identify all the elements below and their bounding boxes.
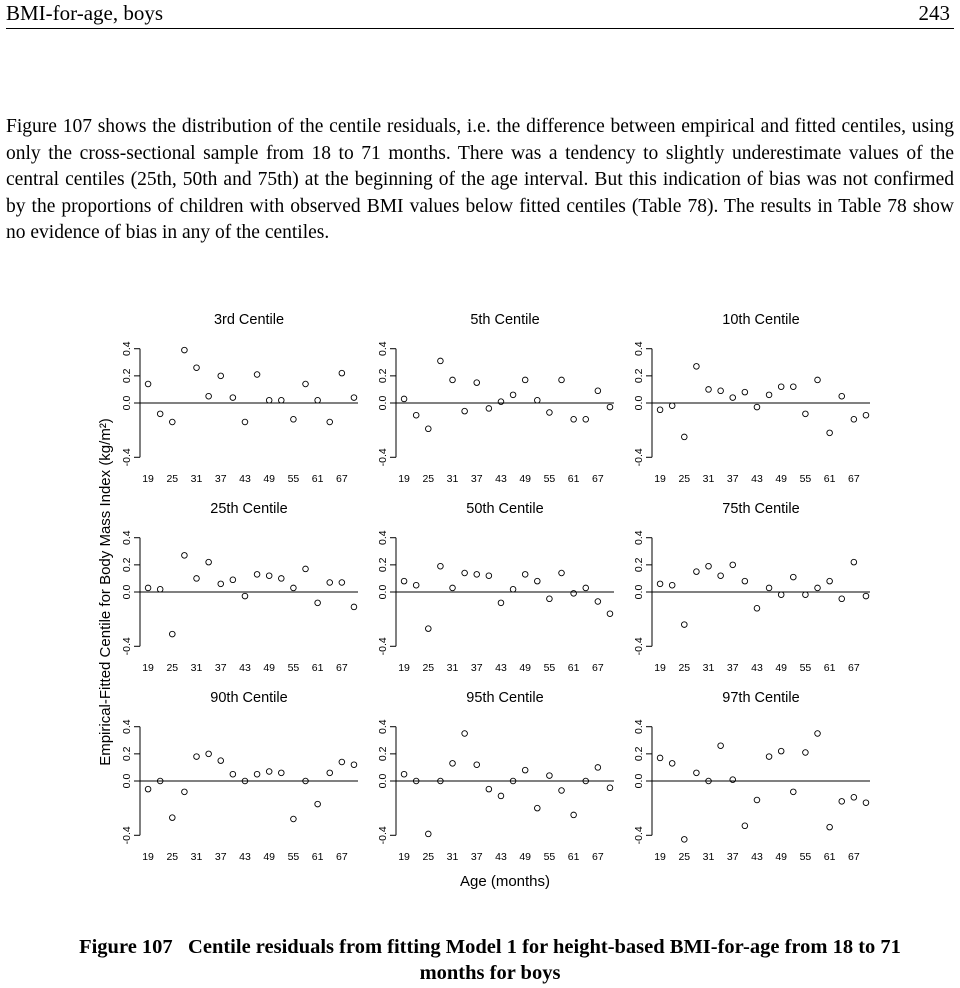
data-point-95th-centile xyxy=(462,731,468,737)
data-point-97th-centile xyxy=(718,743,724,749)
data-point-75th-centile xyxy=(851,559,857,565)
x-tick-label-95th-centile: 67 xyxy=(592,851,604,863)
y-tick-label-10th-centile: -0.4 xyxy=(633,448,645,467)
data-point-75th-centile xyxy=(790,574,796,580)
body-paragraph: Figure 107 shows the distribution of the centile residuals, i.e. the difference between empirical and fitted centiles, using only the cross-sectional sample from 18 to 71 months. There was a tendency to slightly underestimate values of the central centiles (25th, 50th and 75th) at the beginning of the age interval. But this indication of bias was not confirmed by the proportions of children with observed BMI values below fitted centiles (Table 78). The results in Table 78 show no evidence of bias in any of the centiles. xyxy=(6,116,954,244)
data-point-25th-centile xyxy=(194,576,200,582)
x-tick-label-25th-centile: 37 xyxy=(214,662,227,674)
x-tick-label-90th-centile: 19 xyxy=(142,851,154,863)
data-point-25th-centile xyxy=(145,585,151,591)
data-point-75th-centile xyxy=(742,578,748,584)
y-tick-label-3rd-centile: 0.0 xyxy=(121,395,133,411)
y-tick-label-90th-centile: -0.4 xyxy=(121,826,133,845)
x-tick-label-50th-centile: 25 xyxy=(422,662,435,674)
data-point-75th-centile xyxy=(657,581,663,587)
y-tick-label-5th-centile: -0.4 xyxy=(377,448,389,467)
x-tick-label-3rd-centile: 31 xyxy=(190,473,203,485)
data-point-75th-centile xyxy=(669,582,675,588)
data-point-50th-centile xyxy=(498,600,504,606)
data-point-95th-centile xyxy=(559,788,565,794)
x-tick-label-25th-centile: 19 xyxy=(142,662,154,674)
data-point-25th-centile xyxy=(169,631,175,637)
data-point-50th-centile xyxy=(522,572,528,578)
data-point-97th-centile xyxy=(815,731,821,737)
x-tick-label-5th-centile: 49 xyxy=(519,473,532,485)
y-tick-label-3rd-centile: 0.4 xyxy=(121,341,133,357)
x-tick-label-75th-centile: 31 xyxy=(702,662,715,674)
data-point-3rd-centile xyxy=(291,416,297,422)
data-point-50th-centile xyxy=(559,570,565,576)
x-tick-label-5th-centile: 55 xyxy=(543,473,556,485)
x-tick-label-50th-centile: 43 xyxy=(495,662,507,674)
panel-title-95th-centile: 95th Centile xyxy=(466,690,544,706)
data-point-75th-centile xyxy=(766,585,772,591)
x-tick-label-25th-centile: 43 xyxy=(239,662,251,674)
x-tick-label-90th-centile: 43 xyxy=(239,851,251,863)
x-tick-label-95th-centile: 37 xyxy=(470,851,483,863)
x-tick-label-5th-centile: 31 xyxy=(446,473,459,485)
data-point-5th-centile xyxy=(425,426,431,432)
panel-title-5th-centile: 5th Centile xyxy=(470,312,540,328)
x-tick-label-90th-centile: 61 xyxy=(311,851,324,863)
y-tick-label-75th-centile: 0.0 xyxy=(633,584,645,600)
data-point-3rd-centile xyxy=(169,419,175,425)
x-tick-label-10th-centile: 25 xyxy=(678,473,691,485)
data-point-95th-centile xyxy=(474,762,480,768)
y-axis-title: Empirical-Fitted Centile for Body Mass Index (kg/m²) xyxy=(97,418,114,766)
data-point-3rd-centile xyxy=(254,372,260,378)
data-point-3rd-centile xyxy=(206,393,212,399)
x-tick-label-3rd-centile: 19 xyxy=(142,473,154,485)
x-axis-title: Age (months) xyxy=(459,873,551,890)
data-point-10th-centile xyxy=(694,364,700,370)
panel-title-90th-centile: 90th Centile xyxy=(210,690,288,706)
x-tick-label-10th-centile: 19 xyxy=(654,473,666,485)
data-point-10th-centile xyxy=(669,403,675,409)
y-tick-label-50th-centile: 0.0 xyxy=(377,584,389,600)
x-tick-label-97th-centile: 43 xyxy=(751,851,763,863)
data-point-10th-centile xyxy=(839,393,845,399)
y-tick-label-10th-centile: 0.4 xyxy=(633,341,645,357)
x-tick-label-95th-centile: 55 xyxy=(543,851,556,863)
data-point-3rd-centile xyxy=(157,411,163,417)
data-point-95th-centile xyxy=(571,812,577,818)
x-tick-label-97th-centile: 25 xyxy=(678,851,691,863)
x-tick-label-25th-centile: 61 xyxy=(311,662,324,674)
data-point-5th-centile xyxy=(401,396,407,402)
x-tick-label-97th-centile: 55 xyxy=(799,851,812,863)
data-point-3rd-centile xyxy=(218,373,224,379)
x-tick-label-25th-centile: 31 xyxy=(190,662,203,674)
x-tick-label-3rd-centile: 55 xyxy=(287,473,300,485)
data-point-97th-centile xyxy=(863,800,869,806)
x-tick-label-90th-centile: 31 xyxy=(190,851,203,863)
data-point-50th-centile xyxy=(583,585,589,591)
x-tick-label-3rd-centile: 61 xyxy=(311,473,324,485)
y-tick-label-25th-centile: 0.0 xyxy=(121,584,133,600)
data-point-25th-centile xyxy=(254,572,260,578)
x-tick-label-25th-centile: 67 xyxy=(336,662,348,674)
data-point-97th-centile xyxy=(681,837,687,843)
panel-title-25th-centile: 25th Centile xyxy=(210,501,288,517)
x-tick-label-3rd-centile: 67 xyxy=(336,473,348,485)
data-point-10th-centile xyxy=(851,416,857,422)
x-tick-label-10th-centile: 67 xyxy=(848,473,860,485)
data-point-95th-centile xyxy=(522,767,528,773)
data-point-50th-centile xyxy=(438,563,444,569)
data-point-25th-centile xyxy=(327,580,333,586)
data-point-10th-centile xyxy=(827,430,833,436)
data-point-5th-centile xyxy=(438,358,444,364)
data-point-95th-centile xyxy=(450,761,456,767)
x-tick-label-50th-centile: 49 xyxy=(519,662,532,674)
data-point-97th-centile xyxy=(790,789,796,795)
x-tick-label-10th-centile: 49 xyxy=(775,473,788,485)
x-tick-label-50th-centile: 61 xyxy=(567,662,580,674)
x-tick-label-25th-centile: 25 xyxy=(166,662,179,674)
y-tick-label-90th-centile: 0.0 xyxy=(121,773,133,789)
data-point-5th-centile xyxy=(607,404,613,410)
data-point-75th-centile xyxy=(863,593,869,599)
data-point-90th-centile xyxy=(218,758,224,764)
y-tick-label-25th-centile: -0.4 xyxy=(121,637,133,656)
data-point-5th-centile xyxy=(498,399,504,405)
x-tick-label-50th-centile: 31 xyxy=(446,662,459,674)
x-tick-label-3rd-centile: 37 xyxy=(214,473,227,485)
y-tick-label-3rd-centile: -0.4 xyxy=(121,448,133,467)
data-point-75th-centile xyxy=(681,622,687,628)
panel-title-50th-centile: 50th Centile xyxy=(466,501,544,517)
data-point-5th-centile xyxy=(522,377,528,383)
data-point-10th-centile xyxy=(754,404,760,410)
x-tick-label-10th-centile: 43 xyxy=(751,473,763,485)
x-tick-label-75th-centile: 25 xyxy=(678,662,691,674)
data-point-5th-centile xyxy=(534,397,540,403)
data-point-90th-centile xyxy=(327,770,333,776)
x-tick-label-97th-centile: 19 xyxy=(654,851,666,863)
data-point-10th-centile xyxy=(730,395,736,401)
data-point-90th-centile xyxy=(339,759,345,765)
data-point-95th-centile xyxy=(547,773,553,779)
x-tick-label-10th-centile: 61 xyxy=(823,473,836,485)
data-point-75th-centile xyxy=(803,592,809,598)
x-tick-label-10th-centile: 37 xyxy=(726,473,739,485)
y-tick-label-97th-centile: 0.0 xyxy=(633,773,645,789)
data-point-25th-centile xyxy=(266,573,272,579)
data-point-75th-centile xyxy=(718,573,724,579)
data-point-5th-centile xyxy=(450,377,456,383)
data-point-97th-centile xyxy=(754,797,760,803)
x-tick-label-97th-centile: 61 xyxy=(823,851,836,863)
data-point-50th-centile xyxy=(486,573,492,579)
data-point-3rd-centile xyxy=(351,395,357,401)
x-tick-label-50th-centile: 19 xyxy=(398,662,410,674)
x-tick-label-75th-centile: 37 xyxy=(726,662,739,674)
x-tick-label-3rd-centile: 49 xyxy=(263,473,276,485)
y-tick-label-50th-centile: 0.2 xyxy=(377,557,389,573)
x-tick-label-5th-centile: 43 xyxy=(495,473,507,485)
data-point-3rd-centile xyxy=(194,365,200,371)
data-point-90th-centile xyxy=(169,815,175,821)
x-tick-label-3rd-centile: 25 xyxy=(166,473,179,485)
y-tick-label-10th-centile: 0.2 xyxy=(633,368,645,384)
data-point-95th-centile xyxy=(607,785,613,791)
data-point-10th-centile xyxy=(778,384,784,390)
x-tick-label-5th-centile: 61 xyxy=(567,473,580,485)
data-point-3rd-centile xyxy=(339,370,345,376)
x-tick-label-75th-centile: 55 xyxy=(799,662,812,674)
data-point-5th-centile xyxy=(583,416,589,422)
data-point-25th-centile xyxy=(339,580,345,586)
data-point-95th-centile xyxy=(425,831,431,837)
figure-107 xyxy=(0,300,960,910)
y-tick-label-95th-centile: 0.4 xyxy=(377,719,389,735)
y-tick-label-50th-centile: -0.4 xyxy=(377,637,389,656)
caption-label: Figure 107 xyxy=(79,936,173,958)
data-point-25th-centile xyxy=(206,559,212,565)
x-tick-label-95th-centile: 61 xyxy=(567,851,580,863)
residual-scatter-grid xyxy=(0,300,960,910)
x-tick-label-5th-centile: 37 xyxy=(470,473,483,485)
panel-title-97th-centile: 97th Centile xyxy=(722,690,800,706)
y-tick-label-95th-centile: -0.4 xyxy=(377,826,389,845)
data-point-90th-centile xyxy=(230,771,236,777)
data-point-25th-centile xyxy=(157,586,163,592)
data-point-3rd-centile xyxy=(303,381,309,387)
data-point-10th-centile xyxy=(706,387,712,393)
x-tick-label-90th-centile: 49 xyxy=(263,851,276,863)
data-point-90th-centile xyxy=(278,770,284,776)
data-point-50th-centile xyxy=(450,585,456,591)
y-tick-label-97th-centile: -0.4 xyxy=(633,826,645,845)
y-tick-label-10th-centile: 0.0 xyxy=(633,395,645,411)
y-tick-label-97th-centile: 0.2 xyxy=(633,746,645,762)
data-point-97th-centile xyxy=(730,777,736,783)
data-point-75th-centile xyxy=(815,585,821,591)
data-point-10th-centile xyxy=(863,412,869,418)
data-point-95th-centile xyxy=(486,786,492,792)
data-point-10th-centile xyxy=(681,434,687,440)
x-tick-label-95th-centile: 31 xyxy=(446,851,459,863)
y-tick-label-97th-centile: 0.4 xyxy=(633,719,645,735)
data-point-97th-centile xyxy=(766,754,772,760)
data-point-5th-centile xyxy=(595,388,601,394)
data-point-95th-centile xyxy=(595,765,601,771)
data-point-3rd-centile xyxy=(327,419,333,425)
data-point-90th-centile xyxy=(351,762,357,768)
x-tick-label-95th-centile: 19 xyxy=(398,851,410,863)
data-point-75th-centile xyxy=(706,563,712,569)
data-point-25th-centile xyxy=(291,585,297,591)
y-tick-label-75th-centile: -0.4 xyxy=(633,637,645,656)
data-point-90th-centile xyxy=(291,816,297,822)
data-point-97th-centile xyxy=(851,794,857,800)
data-point-10th-centile xyxy=(790,384,796,390)
data-point-90th-centile xyxy=(145,786,151,792)
data-point-95th-centile xyxy=(534,805,540,811)
data-point-97th-centile xyxy=(742,823,748,829)
x-tick-label-95th-centile: 25 xyxy=(422,851,435,863)
data-point-5th-centile xyxy=(462,408,468,414)
data-point-5th-centile xyxy=(486,406,492,412)
data-point-3rd-centile xyxy=(145,381,151,387)
data-point-25th-centile xyxy=(315,600,321,606)
x-tick-label-50th-centile: 55 xyxy=(543,662,556,674)
data-point-50th-centile xyxy=(425,626,431,632)
data-point-25th-centile xyxy=(182,553,188,559)
x-tick-label-90th-centile: 55 xyxy=(287,851,300,863)
data-point-75th-centile xyxy=(839,596,845,602)
x-tick-label-50th-centile: 37 xyxy=(470,662,483,674)
y-tick-label-95th-centile: 0.2 xyxy=(377,746,389,762)
data-point-5th-centile xyxy=(547,410,553,416)
data-point-97th-centile xyxy=(839,799,845,805)
data-point-50th-centile xyxy=(534,578,540,584)
panel-title-75th-centile: 75th Centile xyxy=(722,501,800,517)
x-tick-label-5th-centile: 19 xyxy=(398,473,410,485)
x-tick-label-75th-centile: 49 xyxy=(775,662,788,674)
data-point-97th-centile xyxy=(657,755,663,761)
data-point-10th-centile xyxy=(742,389,748,395)
y-tick-label-75th-centile: 0.2 xyxy=(633,557,645,573)
data-point-50th-centile xyxy=(571,591,577,597)
data-point-90th-centile xyxy=(194,754,200,760)
data-point-3rd-centile xyxy=(242,419,248,425)
x-tick-label-90th-centile: 67 xyxy=(336,851,348,863)
data-point-50th-centile xyxy=(547,596,553,602)
data-point-90th-centile xyxy=(315,801,321,807)
panel-title-3rd-centile: 3rd Centile xyxy=(213,312,285,328)
data-point-97th-centile xyxy=(778,748,784,754)
data-point-97th-centile xyxy=(827,824,833,830)
data-point-75th-centile xyxy=(827,578,833,584)
data-point-3rd-centile xyxy=(278,397,284,403)
y-tick-label-5th-centile: 0.4 xyxy=(377,341,389,357)
data-point-25th-centile xyxy=(351,604,357,610)
x-tick-label-97th-centile: 31 xyxy=(702,851,715,863)
data-point-75th-centile xyxy=(754,605,760,611)
x-tick-label-5th-centile: 67 xyxy=(592,473,604,485)
running-header-title: BMI-for-age, boys xyxy=(6,1,164,25)
y-tick-label-75th-centile: 0.4 xyxy=(633,530,645,546)
data-point-90th-centile xyxy=(266,769,272,775)
data-point-95th-centile xyxy=(401,771,407,777)
data-point-10th-centile xyxy=(803,411,809,417)
data-point-97th-centile xyxy=(669,761,675,767)
x-tick-label-3rd-centile: 43 xyxy=(239,473,251,485)
x-tick-label-95th-centile: 43 xyxy=(495,851,507,863)
data-point-90th-centile xyxy=(206,751,212,757)
x-tick-label-75th-centile: 67 xyxy=(848,662,860,674)
x-tick-label-25th-centile: 49 xyxy=(263,662,276,674)
x-tick-label-75th-centile: 61 xyxy=(823,662,836,674)
data-point-50th-centile xyxy=(595,599,601,605)
y-tick-label-95th-centile: 0.0 xyxy=(377,773,389,789)
data-point-10th-centile xyxy=(815,377,821,383)
data-point-75th-centile xyxy=(778,592,784,598)
data-point-97th-centile xyxy=(803,750,809,756)
x-tick-label-90th-centile: 37 xyxy=(214,851,227,863)
x-tick-label-10th-centile: 31 xyxy=(702,473,715,485)
data-point-3rd-centile xyxy=(230,395,236,401)
page-number: 243 xyxy=(918,1,950,25)
caption-text: Centile residuals from fitting Model 1 for height-based BMI-for-age from 18 to 71 months for boys xyxy=(188,936,901,984)
y-tick-label-25th-centile: 0.2 xyxy=(121,557,133,573)
data-point-97th-centile xyxy=(694,770,700,776)
x-tick-label-97th-centile: 37 xyxy=(726,851,739,863)
y-tick-label-5th-centile: 0.0 xyxy=(377,395,389,411)
data-point-5th-centile xyxy=(559,377,565,383)
running-header xyxy=(6,0,954,29)
y-tick-label-90th-centile: 0.4 xyxy=(121,719,133,735)
x-tick-label-75th-centile: 19 xyxy=(654,662,666,674)
data-point-25th-centile xyxy=(242,593,248,599)
data-point-50th-centile xyxy=(413,582,419,588)
x-tick-label-50th-centile: 67 xyxy=(592,662,604,674)
y-tick-label-5th-centile: 0.2 xyxy=(377,368,389,384)
data-point-50th-centile xyxy=(401,578,407,584)
data-point-95th-centile xyxy=(498,793,504,799)
data-point-5th-centile xyxy=(413,412,419,418)
data-point-10th-centile xyxy=(766,392,772,398)
x-tick-label-97th-centile: 67 xyxy=(848,851,860,863)
data-point-75th-centile xyxy=(730,562,736,568)
data-point-75th-centile xyxy=(694,569,700,575)
y-tick-label-3rd-centile: 0.2 xyxy=(121,368,133,384)
data-point-5th-centile xyxy=(571,416,577,422)
data-point-50th-centile xyxy=(607,611,613,617)
data-point-50th-centile xyxy=(462,570,468,576)
figure-caption xyxy=(60,934,920,986)
data-point-10th-centile xyxy=(657,407,663,413)
data-point-5th-centile xyxy=(474,380,480,386)
data-point-25th-centile xyxy=(218,581,224,587)
x-tick-label-97th-centile: 49 xyxy=(775,851,788,863)
x-tick-label-5th-centile: 25 xyxy=(422,473,435,485)
x-tick-label-25th-centile: 55 xyxy=(287,662,300,674)
y-tick-label-25th-centile: 0.4 xyxy=(121,530,133,546)
data-point-25th-centile xyxy=(278,576,284,582)
x-tick-label-90th-centile: 25 xyxy=(166,851,179,863)
y-tick-label-90th-centile: 0.2 xyxy=(121,746,133,762)
data-point-50th-centile xyxy=(474,572,480,578)
data-point-50th-centile xyxy=(510,586,516,592)
data-point-90th-centile xyxy=(254,771,260,777)
data-point-90th-centile xyxy=(182,789,188,795)
data-point-25th-centile xyxy=(303,566,309,572)
data-point-10th-centile xyxy=(718,388,724,394)
x-tick-label-10th-centile: 55 xyxy=(799,473,812,485)
data-point-25th-centile xyxy=(230,577,236,583)
data-point-5th-centile xyxy=(510,392,516,398)
x-tick-label-75th-centile: 43 xyxy=(751,662,763,674)
data-point-3rd-centile xyxy=(182,347,188,353)
y-tick-label-50th-centile: 0.4 xyxy=(377,530,389,546)
panel-title-10th-centile: 10th Centile xyxy=(722,312,800,328)
data-point-3rd-centile xyxy=(315,397,321,403)
data-point-3rd-centile xyxy=(266,397,272,403)
x-tick-label-95th-centile: 49 xyxy=(519,851,532,863)
